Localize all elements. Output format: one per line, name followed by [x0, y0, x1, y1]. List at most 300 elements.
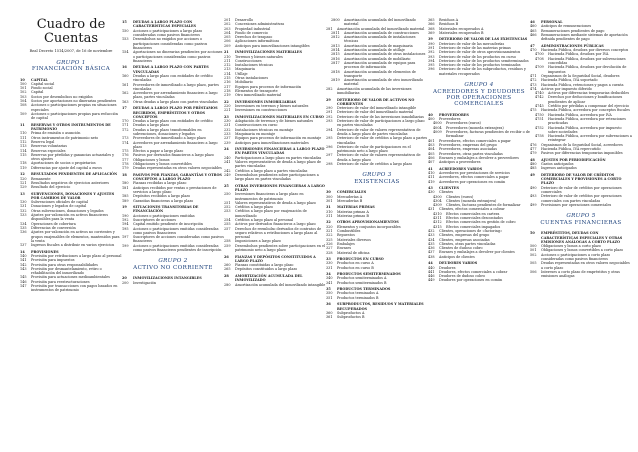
account-code: 43 — [428, 185, 433, 190]
account-code: 476 — [530, 142, 537, 147]
title-block — [20, 18, 122, 54]
account-entry — [20, 230, 122, 243]
account-code: 15 — [122, 20, 127, 25]
account-entry — [530, 151, 632, 155]
account-code: 112 — [20, 139, 27, 144]
account-code: 390 — [428, 41, 435, 46]
account-code: 291 — [326, 110, 333, 115]
account-code: 322 — [326, 233, 333, 238]
account-name: Equipos para procesos de información en montaje — [235, 136, 322, 141]
account-code: 32 — [326, 220, 331, 225]
account-code: 327 — [326, 246, 333, 251]
account-entry — [224, 283, 326, 287]
account-name: Anticipos de clientes — [439, 254, 475, 259]
account-code: 140 — [20, 253, 27, 258]
account-name: Deterioro de valor de los productos semiterminados — [439, 58, 529, 63]
account-code: 232 — [224, 127, 231, 132]
account-code: 102 — [20, 90, 27, 95]
account-name: Organismos de la Seguridad Social, deudores — [541, 73, 620, 78]
account-entry — [224, 184, 326, 193]
account-code: 501 — [530, 248, 537, 253]
account-code: 197 — [122, 235, 129, 240]
account-code: 2813 — [331, 43, 340, 48]
account-code: 219 — [224, 93, 231, 98]
account-entry — [530, 270, 632, 279]
account-name: INVERSIONES FINANCIERAS A LARGO PLAZO EN PARTES VINCULADAS — [235, 147, 325, 156]
account-entry — [224, 209, 326, 218]
account-code: 25 — [224, 183, 229, 188]
account-name: AMORTIZACIÓN ACUMULADA DEL INMOVILIZADO — [235, 273, 303, 283]
account-name: Subproductos B — [337, 315, 365, 320]
account-name: Deterioro de valor de valores representativos de deuda a largo plazo — [337, 153, 421, 162]
account-name: Organismos de la Seguridad Social, acreedores — [541, 142, 623, 147]
account-entry — [224, 227, 326, 240]
account-code: 202 — [224, 22, 231, 27]
account-name: Acciones o participaciones emitidas — [133, 213, 195, 218]
account-code: 403 — [428, 142, 435, 147]
account-code: 35 — [326, 287, 331, 292]
account-name: Mercaderías B — [337, 198, 363, 203]
account-code: 2817 — [331, 60, 340, 65]
account-entry — [122, 128, 224, 137]
account-name: Deterioro de valor de participaciones en el patrimonio neto a largo plazo — [337, 144, 411, 154]
account-code: 298 — [326, 161, 333, 166]
account-name: Provisión por retribuciones a largo plazo al personal — [31, 253, 122, 258]
account-name: DETERIORO DE VALOR DE CRÉDITOS COMERCIALES Y PROVISIONES A CORTO PLAZO — [541, 172, 622, 186]
account-entry — [122, 20, 224, 29]
account-code: 493 — [530, 194, 537, 199]
account-name: Suscriptores de acciones consideradas como pasivos financieros — [133, 235, 224, 244]
account-code: 368 — [428, 26, 435, 31]
account-name: Deterioro de valor de créditos a largo plazo a partes vinculadas — [337, 136, 428, 145]
account-name: Otras deudas a largo plazo con partes vinculadas — [133, 99, 218, 104]
account-entry — [530, 173, 632, 186]
account-code: 48 — [530, 157, 535, 162]
account-name: Activos por diferencias temporarias deducibles — [548, 91, 630, 96]
group-heading — [122, 258, 224, 271]
account-entry — [122, 227, 224, 236]
account-name: Ajustes por valoración en activos no corrientes y grupos enajenables de elementos, mantenidos para la venta — [31, 230, 120, 243]
account-name: Proveedores (euros) — [446, 121, 481, 126]
account-name: Capital social — [31, 81, 55, 86]
account-code: 293 — [326, 119, 333, 124]
account-code: 21 — [224, 50, 229, 55]
account-entry — [122, 29, 224, 38]
account-code: 103 — [20, 94, 27, 99]
account-code: 161 — [122, 82, 129, 87]
account-name: DETERIORO DE VALOR DE ACTIVOS NO CORRIENTES — [337, 97, 415, 106]
account-code: 172 — [122, 127, 129, 132]
account-name: Derechos por deducciones y bonificaciones pendientes de aplicar — [548, 95, 623, 104]
account-code: 2818 — [331, 69, 340, 74]
group-number: GRUPO 2 — [158, 258, 188, 265]
account-code: 2812 — [331, 35, 340, 40]
account-code: 189 — [122, 198, 129, 203]
account-name: Deudores por operaciones en común — [439, 278, 503, 283]
account-code: 321 — [326, 229, 333, 234]
account-entry — [122, 235, 224, 244]
account-code: 4304 — [433, 198, 442, 203]
account-entry — [530, 65, 632, 74]
account-code: 281 — [326, 26, 333, 31]
account-name: Clientes, empresas asociadas — [439, 237, 490, 242]
account-code: 465 — [530, 28, 537, 33]
account-code: 250 — [224, 192, 231, 197]
account-name: Clientes (euros) — [446, 194, 474, 199]
account-entry — [326, 128, 428, 137]
account-name: Clientes de dudoso cobro — [439, 246, 483, 251]
account-name: Créditos a largo plazo a partes vinculadas — [235, 168, 308, 173]
account-code: 111 — [20, 135, 27, 140]
account-entry — [20, 185, 122, 189]
account-code: 2815 — [331, 52, 340, 57]
account-name: Concesiones administrativas — [235, 22, 285, 27]
account-code: 340 — [326, 276, 333, 281]
account-name: Ingresos fiscales a distribuir en varios ejercicios — [31, 243, 115, 248]
account-name: Proveedores de inmovilizado a largo plazo, partes vinculadas — [133, 82, 219, 91]
account-code: 115 — [20, 152, 27, 157]
account-name: Hacienda Pública, acreedora por IVA — [548, 112, 612, 117]
account-name: Obligaciones y bonos convertibles — [133, 162, 192, 167]
account-name: Provisión por transacciones con pagos basados en instrumentos de patrimonio — [31, 284, 118, 293]
account-code: 282 — [326, 86, 333, 91]
account-code: 395 — [428, 63, 435, 68]
account-name: PROVEEDORES — [439, 112, 469, 117]
account-code: 301 — [326, 198, 333, 203]
account-code: 4000 — [433, 121, 442, 126]
account-entry — [122, 106, 224, 119]
account-name: ACREEDORES VARIOS — [439, 166, 483, 171]
account-name: Socios por aportaciones no dinerarias pendientes — [31, 99, 117, 104]
account-entry — [326, 18, 428, 27]
account-code: 160 — [122, 73, 129, 78]
account-name: Proveedores, otras partes vinculadas — [439, 151, 503, 156]
account-code: 231 — [224, 123, 231, 128]
account-code: 411 — [428, 175, 435, 180]
account-code: 255 — [224, 222, 231, 227]
account-code: 360 — [326, 310, 333, 315]
account-name: Desarrollo — [235, 18, 253, 22]
account-code: 437 — [428, 250, 435, 255]
account-name: Acciones o participaciones emitidas consideradas como pasivos financieros — [133, 226, 219, 235]
account-name: Combustibles — [337, 229, 361, 234]
account-code: 474 — [530, 86, 537, 91]
account-code: 477 — [530, 146, 537, 151]
account-name: Deterioro de valor de los productos en curso — [439, 54, 516, 59]
account-entry — [122, 83, 224, 92]
account-name: Valores representativos de deuda a largo plazo — [235, 200, 316, 205]
account-code: 240 — [224, 155, 231, 160]
account-name: Crédito por pérdidas a compensar del ejercicio — [548, 104, 630, 109]
account-code: 249 — [224, 172, 231, 177]
account-code: 2811 — [331, 30, 340, 35]
account-entry — [20, 192, 122, 201]
account-name: Proveedores, empresas asociadas — [439, 147, 497, 152]
account-name: MATERIAS PRIMAS — [337, 205, 375, 210]
account-code: 310 — [326, 209, 333, 214]
column-1 — [20, 18, 122, 293]
account-name: Provisión para impuestos — [31, 258, 75, 263]
account-entry — [224, 160, 326, 169]
account-code: 280 — [224, 282, 231, 287]
account-name: Depósitos recibidos a largo plazo — [133, 194, 191, 199]
account-entry — [326, 302, 428, 311]
account-name: Reservas voluntarias — [31, 144, 67, 149]
account-name: INVERSIONES INMOBILIARIAS — [235, 99, 296, 104]
account-name: Productos semiterminados B — [337, 280, 387, 285]
account-code: 216 — [224, 80, 231, 85]
account-code: 114 — [20, 148, 27, 153]
account-code: 485 — [530, 166, 537, 171]
account-name: SUBVENCIONES, DONACIONES Y AJUSTES POR CAMBIOS DE VALOR — [31, 191, 115, 200]
account-name: PASIVOS POR FIANZAS, GARANTÍAS Y OTROS CONCEPTOS A LARGO PLAZO — [133, 172, 222, 182]
account-name: Donaciones y legados de capital — [31, 204, 87, 209]
account-entry — [530, 134, 632, 143]
account-entry — [326, 296, 428, 300]
account-code: 132 — [20, 208, 27, 213]
account-entry — [122, 205, 224, 214]
account-name: Productos terminados B — [337, 295, 379, 300]
account-entry — [122, 141, 224, 150]
account-code: 292 — [326, 114, 333, 119]
account-code: 30 — [326, 190, 331, 195]
account-name: Suscriptores de acciones — [133, 218, 177, 222]
account-name: Deterioro de valor del inmovilizado material — [337, 110, 414, 115]
account-name: Socios por desembolsos no exigidos — [31, 94, 93, 99]
account-code: 251 — [224, 200, 231, 205]
account-name: Deudas representadas en otros valores negociables — [133, 166, 222, 171]
account-code: 4752 — [535, 125, 544, 130]
account-code: 104 — [20, 99, 27, 104]
account-code: 490 — [530, 185, 537, 190]
account-name: ADMINISTRACIONES PÚBLICAS — [541, 43, 604, 48]
account-name: Amortización acumulada del inmovilizado material — [337, 26, 425, 31]
account-entry — [530, 186, 632, 195]
group-number: GRUPO 3 — [362, 172, 392, 179]
account-name: Materiales recuperados A — [439, 26, 484, 31]
account-code: 212 — [224, 63, 231, 68]
account-name: Provisión para reestructuraciones — [31, 279, 90, 284]
account-code: 180 — [122, 181, 129, 186]
account-code: 290 — [326, 106, 333, 111]
account-name: Acciones o participaciones propias en situaciones especiales — [31, 103, 117, 112]
account-entry — [122, 186, 224, 195]
account-entry — [224, 147, 326, 156]
account-entry — [224, 44, 326, 48]
account-code: 4740 — [535, 91, 544, 96]
account-name: Acreedores por arrendamiento financiero a largo plazo — [133, 140, 218, 149]
account-name: Efectos comerciales en gestión de cobro — [446, 220, 516, 225]
account-code: 176 — [122, 153, 129, 158]
account-code: 350 — [326, 291, 333, 296]
account-name: Productos en curso A — [337, 261, 374, 266]
account-name: Inversiones en construcciones — [235, 108, 288, 113]
account-name: Hacienda Pública, deudora por devolución de impuestos — [548, 65, 627, 74]
account-code: 295 — [326, 136, 333, 141]
account-name: Acreedores por arrendamiento financiero a largo plazo, partes vinculadas — [133, 91, 218, 100]
account-name: Inversiones financieras a largo plazo en instrumentos de patrimonio — [235, 192, 304, 201]
account-code: 2800 — [331, 18, 340, 22]
account-name: Hacienda Pública, IVA soportado — [541, 78, 598, 83]
account-code: 393 — [428, 54, 435, 59]
group-number: GRUPO 5 — [566, 213, 596, 220]
account-name: Derechos de reembolso derivados de contratos de seguro relativos a retribuciones a largo plazo al personal — [235, 226, 322, 240]
account-name: Fondo de comercio — [235, 30, 268, 35]
account-name: Anticipos de remuneraciones — [541, 24, 592, 29]
account-entry — [326, 87, 428, 96]
account-code: 192 — [122, 218, 129, 222]
group-name: EXISTENCIAS — [354, 178, 400, 185]
account-entry — [326, 199, 428, 203]
account-code: 162 — [122, 91, 129, 96]
account-name: Equipos para procesos de información — [235, 84, 302, 89]
account-entry — [428, 255, 530, 259]
group-heading — [326, 172, 428, 185]
account-code: 4004 — [433, 125, 442, 130]
account-name: Hacienda Pública, retenciones y pagos a cuenta — [541, 82, 624, 87]
account-name: Repuestos — [337, 233, 355, 238]
account-entry — [224, 108, 326, 112]
account-entry — [530, 194, 632, 203]
account-code: 252 — [224, 205, 231, 210]
group-name: ACREEDORES Y DEUDORES POR OPERACIONES COMERCIALES — [432, 88, 526, 108]
account-entry — [326, 70, 428, 79]
account-name: Embalajes — [337, 241, 355, 246]
account-name: DEUDORES VARIOS — [439, 261, 478, 266]
account-name: Deudores de dudoso cobro — [439, 274, 486, 279]
account-code: 325 — [326, 237, 333, 242]
account-code: 401 — [428, 138, 435, 143]
account-code: 241 — [224, 159, 231, 164]
account-name: Acciones o participaciones propias para reducción de capital — [31, 111, 118, 121]
account-name: Capital emitido pendiente de inscripción — [133, 222, 203, 227]
account-code: 133 — [20, 213, 27, 218]
account-code: 506 — [530, 269, 537, 274]
account-code: 449 — [428, 278, 435, 283]
account-name: Materias primas A — [337, 209, 369, 214]
account-code: 2816 — [331, 56, 340, 61]
account-code: 19 — [122, 205, 127, 210]
column-3 — [224, 18, 326, 287]
account-name: Elementos de transporte — [235, 88, 278, 93]
account-entry — [428, 180, 530, 184]
account-entry — [326, 78, 428, 87]
account-name: Fianzas constituidas a largo plazo — [235, 263, 294, 268]
account-name: Efectos a pagar a largo plazo — [133, 149, 184, 154]
account-name: Anticipos a proveedores — [439, 160, 481, 165]
account-entry — [224, 141, 326, 145]
account-name: Acreedores, efectos comerciales a pagar — [439, 175, 509, 180]
account-name: Deterioro de valor de los subproductos, residuos y materiales recuperados — [439, 67, 526, 76]
account-entry — [122, 37, 224, 50]
account-name: Reservas por pérdidas y ganancias actuariales y otros ajustes — [31, 152, 115, 162]
account-code: 153 — [122, 37, 129, 42]
column-4 — [326, 18, 428, 319]
account-name: Deterioro de valor de las materias primas — [439, 45, 511, 50]
account-code: 410 — [428, 170, 435, 175]
account-entry — [530, 253, 632, 262]
account-name: AJUSTES POR PERIODIFICACIÓN — [541, 157, 606, 162]
account-code: 137 — [20, 243, 27, 248]
account-name: Otras instalaciones — [235, 76, 269, 81]
account-name: Propiedad industrial — [235, 26, 271, 31]
account-entry — [224, 93, 326, 97]
account-code: 499 — [530, 202, 537, 207]
account-name: Amortización acumulada de mobiliario — [344, 56, 411, 61]
account-code: 190 — [122, 213, 129, 218]
account-entry — [326, 162, 428, 166]
account-code: 365 — [428, 18, 435, 22]
account-entry — [326, 98, 428, 107]
account-name: Provisiones por operaciones comerciales — [541, 202, 612, 207]
account-name: Deudas a largo plazo con entidades de crédito vinculadas — [133, 73, 213, 83]
account-name: Subproductos A — [337, 310, 365, 315]
account-entry — [20, 284, 122, 293]
account-entry — [326, 315, 428, 319]
account-name: Clientes, operaciones de «factoring» — [439, 228, 503, 233]
account-name: Remanente — [31, 176, 51, 181]
account-code: 254 — [224, 218, 231, 222]
account-entry — [530, 166, 632, 170]
account-code: 109 — [20, 111, 27, 116]
account-name: Maquinaria en montaje — [235, 131, 276, 136]
account-entry — [530, 33, 632, 42]
account-name: INMOVILIZACIONES MATERIALES EN CURSO — [235, 114, 324, 119]
account-code: 396 — [428, 67, 435, 72]
account-code: 173 — [122, 136, 129, 141]
account-name: Anticipos recibidos por ventas o prestaciones de servicios a largo plazo — [133, 185, 217, 195]
account-name: Deterioro de valor de créditos a largo plazo — [337, 161, 413, 166]
account-code: 475 — [530, 108, 537, 113]
account-code: 24 — [224, 147, 229, 152]
account-code: 4700 — [535, 52, 544, 57]
account-name: Productos semiterminados A — [337, 276, 387, 281]
account-code: 129 — [20, 185, 27, 190]
account-entry — [122, 173, 224, 182]
account-name: Hacienda Pública, acreedora por subvenciones a reintegrar — [548, 134, 632, 143]
account-name: SUBPRODUCTOS, RESIDUOS Y MATERIALES RECUPERADOS — [337, 302, 424, 311]
account-name: Hacienda Pública, deudora por IVA — [548, 52, 609, 57]
account-code: 2819 — [331, 78, 340, 83]
account-code: 44 — [428, 261, 433, 266]
account-code: 479 — [530, 151, 537, 156]
account-name: Obligaciones y bonos — [133, 157, 170, 162]
account-code: 174 — [122, 140, 129, 145]
account-code: 242 — [224, 168, 231, 173]
account-code: 480 — [530, 162, 537, 167]
group-name: CUENTAS FINANCIERAS — [540, 219, 622, 226]
account-name: Resultado del ejercicio — [31, 185, 71, 190]
account-code: 361 — [326, 315, 333, 320]
account-code: 18 — [122, 172, 127, 177]
account-entry — [326, 214, 428, 218]
account-name: Envases y embalajes a devolver por clientes — [439, 250, 515, 255]
account-name: Proveedores, facturas pendientes de recibir o de formalizar — [446, 130, 530, 139]
account-code: 178 — [122, 162, 129, 167]
account-name: Fianzas recibidas a largo plazo — [133, 181, 187, 186]
account-code: 205 — [224, 35, 231, 40]
account-code: 215 — [224, 76, 231, 81]
account-name: Amortización acumulada del inmovilizado intangible — [235, 282, 326, 287]
account-name: DEUDAS A LARGO PLAZO CON CARACTERÍSTICAS ESPECIALES — [133, 20, 197, 29]
account-code: 36 — [326, 302, 331, 307]
account-name: Acciones o participaciones a corto plazo consideradas como pasivos financieros — [541, 252, 611, 261]
account-entry — [326, 251, 428, 255]
document-subtitle: Real Decreto 1514/2007, de 16 de noviembre — [29, 49, 113, 53]
account-name: Deterioro de valor del inmovilizado intangible — [337, 106, 417, 111]
account-entry — [530, 203, 632, 207]
account-name: Material de oficina — [337, 250, 370, 255]
